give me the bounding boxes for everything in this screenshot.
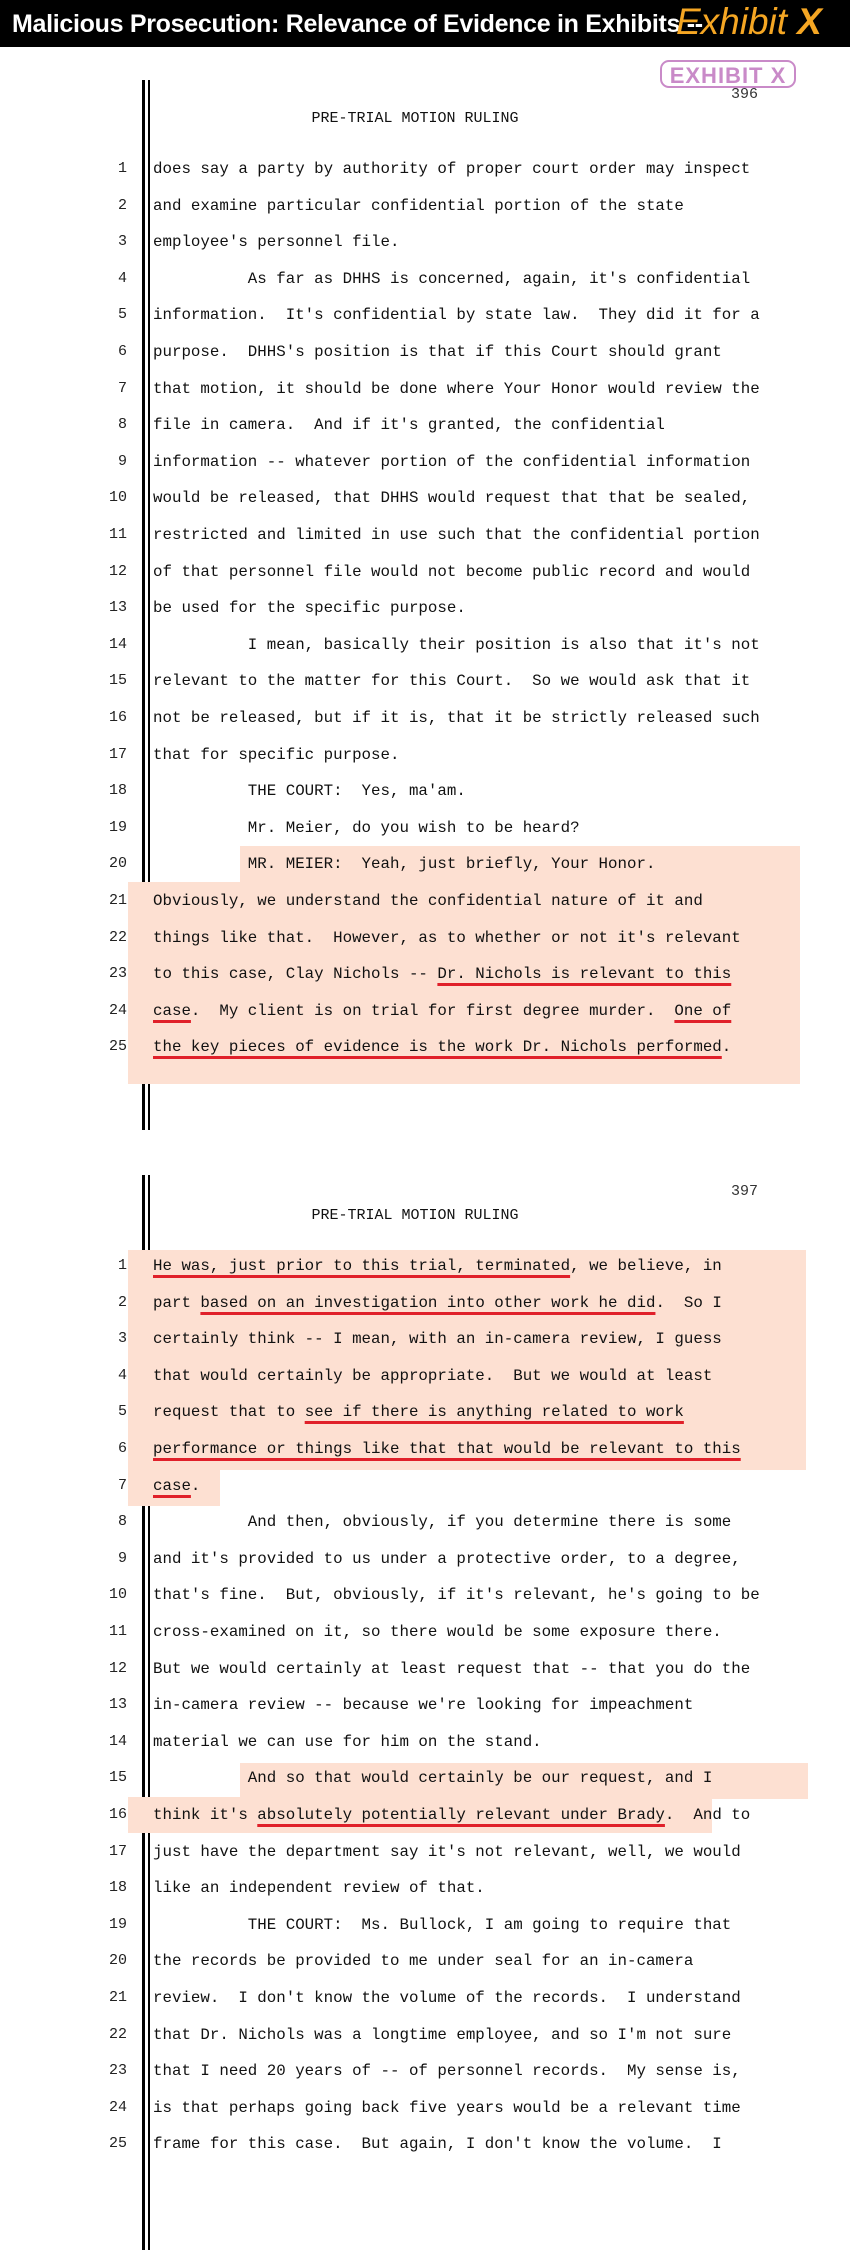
text-segment: frame for this case. But again, I don't know the volume. I [153, 2135, 722, 2154]
line-text [153, 929, 741, 947]
transcript-line [0, 811, 850, 848]
underlined-text: absolutely potentially relevant under Brady [257, 1806, 665, 1824]
line-text [153, 1403, 684, 1421]
line-text [153, 782, 466, 800]
line-text [153, 306, 760, 324]
line-number: 9 [117, 1549, 127, 1567]
underlined-text: see if there is anything related to work [304, 1403, 684, 1422]
line-number: 1 [117, 160, 127, 177]
transcript-line [0, 994, 850, 1031]
line-number: 1 [117, 1257, 127, 1274]
text-segment: . So I [655, 1293, 722, 1312]
transcript-line [0, 1432, 850, 1469]
line-text [153, 1002, 731, 1020]
line-text [153, 563, 750, 581]
underlined-text: case [153, 1001, 191, 1020]
line-text [153, 233, 399, 251]
text-segment: . And to [664, 1806, 751, 1824]
line-number: 19 [108, 818, 127, 836]
text-segment: of that personnel file would not become public record and would [153, 562, 751, 581]
line-number: 25 [108, 2135, 127, 2153]
line-number: 21 [108, 1989, 127, 2006]
line-number: 21 [108, 892, 127, 909]
line-number: 15 [108, 672, 127, 690]
text-segment: But we would certainly at least request that -- that you do the [153, 1659, 751, 1678]
line-text [153, 1038, 731, 1056]
line-number: 12 [108, 562, 127, 580]
line-text [153, 1660, 750, 1678]
transcript-line [0, 1688, 850, 1725]
line-number: 18 [108, 1879, 127, 1897]
underlined-text: performance or things like that that would be relevant to this [153, 1440, 741, 1458]
transcript-line [0, 335, 850, 372]
transcript-line [0, 1395, 850, 1432]
transcript-line [0, 2091, 850, 2128]
line-text [153, 1916, 731, 1934]
line-number: 4 [117, 1366, 127, 1384]
page-number: 396 [730, 86, 758, 103]
line-number: 11 [108, 1623, 127, 1640]
line-number: 22 [108, 2025, 127, 2043]
text-segment: think it's [153, 1806, 258, 1824]
text-segment: and it's provided to us under a protective order, to a degree, [153, 1549, 741, 1568]
text-segment: things like that. However, as to whether or not it's relevant [153, 928, 741, 947]
line-number: 12 [108, 1659, 127, 1677]
transcript-line [0, 1578, 850, 1615]
text-segment: THE COURT: Ms. Bullock, I am going to require that [153, 1915, 732, 1934]
line-number: 4 [117, 269, 127, 287]
line-number: 18 [108, 782, 127, 800]
underlined-text: based on an investigation into other work he did [200, 1293, 656, 1312]
underlined-text: case [153, 1476, 191, 1495]
line-number: 17 [108, 745, 127, 763]
text-segment: information. It's confidential by state law. They did it for a [153, 306, 760, 325]
line-number: 3 [117, 233, 127, 251]
line-text [153, 197, 684, 215]
transcript-line [0, 1286, 850, 1323]
line-number: 2 [117, 1293, 127, 1311]
text-segment: . [190, 1476, 201, 1495]
text-segment: I mean, basically their position is also that it's not [153, 635, 760, 654]
transcript-line [0, 372, 850, 409]
line-number: 14 [108, 1732, 127, 1750]
line-text [153, 1696, 693, 1714]
text-segment: that for specific purpose. [153, 745, 400, 764]
transcript-line [0, 1615, 850, 1652]
text-segment: information -- whatever portion of the confidential information [153, 452, 751, 471]
line-number: 14 [108, 635, 127, 653]
transcript-line [0, 225, 850, 262]
text-segment: in-camera review -- because we're looking for impeachment [153, 1696, 694, 1715]
text-segment: certainly think -- I mean, with an in-camera review, I guess [153, 1330, 722, 1349]
transcript-line [0, 1761, 850, 1798]
transcript-page-396 [0, 60, 850, 1140]
transcript-line [0, 774, 850, 811]
transcript-line [0, 1030, 850, 1067]
line-text [153, 1550, 741, 1568]
transcript-line [0, 2127, 850, 2164]
transcript-line [0, 2018, 850, 2055]
transcript-page-397 [0, 1165, 850, 2250]
text-segment: material we can use for him on the stand. [153, 1732, 542, 1751]
banner-header [0, 0, 850, 47]
line-number: 24 [108, 2098, 127, 2116]
line-number: 9 [117, 452, 127, 470]
line-number: 13 [108, 1696, 127, 1714]
text-segment: that Dr. Nichols was a longtime employee, and so I'm not sure [153, 2025, 732, 2044]
text-segment: purpose. DHHS's position is that if this Court should grant [153, 343, 722, 361]
transcript-line [0, 1359, 850, 1396]
text-segment: review. I don't know the volume of the records. I understand [153, 1989, 741, 2007]
transcript-line [0, 518, 850, 555]
exhibit-stamp: EXHIBIT X [660, 60, 796, 88]
line-text [153, 343, 722, 361]
line-number: 16 [108, 1806, 127, 1823]
line-number: 2 [117, 196, 127, 214]
transcript-line [0, 628, 850, 665]
line-text [153, 160, 750, 178]
line-text [153, 1843, 741, 1861]
transcript-line [0, 408, 850, 445]
line-text [153, 1623, 722, 1641]
text-segment: And then, obviously, if you determine there is some [153, 1513, 732, 1532]
line-text [153, 489, 750, 507]
line-text [153, 416, 665, 434]
transcript-line [0, 1652, 850, 1689]
line-text [153, 1733, 542, 1751]
line-text [153, 1806, 750, 1824]
line-text [153, 1294, 722, 1312]
line-text [153, 453, 750, 471]
transcript-line [0, 701, 850, 738]
transcript-line [0, 262, 850, 299]
line-text [153, 1440, 741, 1458]
line-text [153, 965, 731, 983]
page-heading: PRE-TRIAL MOTION RULING [311, 1207, 519, 1224]
transcript-line [0, 445, 850, 482]
page-heading: PRE-TRIAL MOTION RULING [311, 110, 519, 127]
line-text [153, 526, 760, 544]
text-segment: that's fine. But, obviously, if it's relevant, he's going to be [153, 1586, 760, 1605]
transcript-line [0, 957, 850, 994]
line-text [153, 855, 655, 873]
line-text [153, 599, 466, 617]
transcript-line [0, 847, 850, 884]
line-text [153, 270, 750, 288]
line-number: 11 [108, 526, 127, 543]
text-segment: MR. MEIER: Yeah, just briefly, Your Honor. [153, 855, 656, 874]
transcript-line [0, 189, 850, 226]
underlined-text: He was, just prior to this trial, terminated [153, 1257, 571, 1275]
transcript-line [0, 1871, 850, 1908]
text-segment: part [153, 1293, 201, 1312]
line-number: 3 [117, 1330, 127, 1348]
line-text [153, 1513, 731, 1531]
text-segment: like an independent review of that. [153, 1879, 485, 1898]
text-segment: . My client is on trial for first degree murder. [190, 1001, 675, 1020]
line-number: 24 [108, 1001, 127, 1019]
text-segment: . [721, 1038, 732, 1057]
transcript-line [0, 1249, 850, 1286]
line-text [153, 2135, 722, 2153]
underlined-text: Dr. Nichols is relevant to this [437, 965, 732, 984]
banner-exhibit-label [676, 1, 822, 43]
line-number: 10 [108, 1586, 127, 1604]
line-number: 19 [108, 1915, 127, 1933]
text-segment: file in camera. And if it's granted, the confidential [153, 416, 665, 435]
transcript-line [0, 298, 850, 335]
transcript-line [0, 1542, 850, 1579]
line-text [153, 2062, 741, 2080]
transcript-line [0, 664, 850, 701]
text-segment: THE COURT: Yes, ma'am. [153, 782, 466, 801]
line-number: 5 [117, 1403, 127, 1421]
underlined-text: One of [674, 1001, 732, 1020]
text-segment: Obviously, we understand the confidential nature of it and [153, 892, 703, 910]
line-text [153, 1367, 712, 1385]
text-segment: that I need 20 years of -- of personnel records. My sense is, [153, 2062, 741, 2081]
line-number: 17 [108, 1842, 127, 1860]
transcript-line [0, 1798, 850, 1835]
line-text [153, 1769, 712, 1787]
line-text [153, 1989, 741, 2007]
transcript-line [0, 2054, 850, 2091]
line-number: 16 [108, 709, 127, 726]
line-number: 8 [117, 416, 127, 434]
line-text [153, 746, 399, 764]
transcript-line [0, 152, 850, 189]
line-text [153, 2026, 731, 2044]
transcript-line [0, 1835, 850, 1872]
transcript-line [0, 591, 850, 628]
banner-exhibit-letter: X [797, 1, 822, 42]
line-number: 6 [117, 343, 127, 360]
transcript-line [0, 1469, 850, 1506]
banner-title: Malicious Prosecution: Relevance of Evidence in Exhibits -- [12, 10, 703, 38]
line-number: 10 [108, 489, 127, 507]
line-text [153, 2099, 741, 2117]
line-text [153, 1477, 200, 1495]
text-segment: would be released, that DHHS would request that that be sealed, [153, 489, 751, 508]
line-number: 15 [108, 1769, 127, 1787]
text-segment: be used for the specific purpose. [153, 599, 466, 618]
line-text [153, 380, 760, 398]
line-number: 8 [117, 1513, 127, 1531]
line-text [153, 1257, 722, 1275]
line-text [153, 1879, 485, 1897]
line-text [153, 1586, 760, 1604]
line-number: 13 [108, 599, 127, 617]
line-text [153, 709, 760, 727]
transcript-line [0, 738, 850, 775]
line-number: 20 [108, 1952, 127, 1970]
line-number: 7 [117, 1476, 127, 1494]
text-segment: relevant to the matter for this Court. So we would ask that it [153, 672, 751, 691]
text-segment: does say a party by authority of proper court order may inspect [153, 160, 751, 178]
text-segment: and examine particular confidential portion of the state [153, 196, 684, 215]
text-segment: restricted and limited in use such that the confidential portion [153, 526, 760, 544]
line-number: 20 [108, 855, 127, 873]
transcript-line [0, 1505, 850, 1542]
text-segment: not be released, but if it is, that it be strictly released such [153, 709, 760, 727]
text-segment: just have the department say it's not relevant, well, we would [153, 1842, 741, 1861]
line-number: 5 [117, 306, 127, 324]
line-number: 22 [108, 928, 127, 946]
line-number: 6 [117, 1440, 127, 1457]
line-number: 25 [108, 1038, 127, 1056]
line-number: 23 [108, 965, 127, 983]
text-segment: cross-examined on it, so there would be some exposure there. [153, 1623, 722, 1641]
line-text [153, 892, 703, 910]
text-segment: Mr. Meier, do you wish to be heard? [153, 818, 580, 837]
transcript-line [0, 921, 850, 958]
line-text [153, 672, 750, 690]
line-text [153, 1330, 722, 1348]
text-segment: And so that would certainly be our request, and I [153, 1769, 713, 1788]
text-segment: request that to [153, 1403, 305, 1422]
transcript-line [0, 1725, 850, 1762]
transcript-line [0, 884, 850, 921]
transcript-line [0, 555, 850, 592]
transcript-line [0, 481, 850, 518]
transcript-line [0, 1944, 850, 1981]
transcript-line [0, 1908, 850, 1945]
line-text [153, 636, 760, 654]
page-number: 397 [730, 1183, 758, 1200]
text-segment: that motion, it should be done where Your Honor would review the [153, 379, 760, 398]
text-segment: employee's personnel file. [153, 233, 400, 252]
line-number: 7 [117, 379, 127, 397]
transcript-line [0, 1981, 850, 2018]
banner-exhibit-word: Exhibit [676, 1, 788, 42]
line-text [153, 819, 580, 837]
text-segment: to this case, Clay Nichols -- [153, 965, 438, 984]
line-number: 23 [108, 2062, 127, 2080]
line-text [153, 1952, 693, 1970]
text-segment: is that perhaps going back five years would be a relevant time [153, 2098, 741, 2117]
text-segment: that would certainly be appropriate. But we would at least [153, 1366, 713, 1385]
underlined-text: the key pieces of evidence is the work Dr. Nichols performed [153, 1038, 722, 1057]
text-segment: , we believe, in [570, 1257, 722, 1275]
text-segment: As far as DHHS is concerned, again, it's confidential [153, 269, 751, 288]
transcript-line [0, 1322, 850, 1359]
text-segment: the records be provided to me under seal for an in-camera [153, 1952, 694, 1971]
